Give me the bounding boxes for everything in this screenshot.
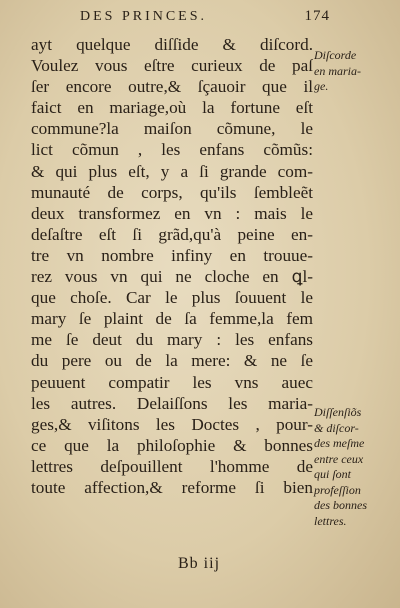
text-line: & qui plus eſt, y a ſi grande com- <box>31 161 313 181</box>
text-line: faict en mariage,où la fortune eſt <box>31 98 313 118</box>
text-line: rez vous vn qui ne cloche en ꝗl- <box>31 267 313 287</box>
text-line: peuuent compatir les vns auec <box>31 372 313 392</box>
text-line: deux transformez en vn : mais le <box>31 203 313 223</box>
running-head-title: DES PRINCES. <box>80 9 208 24</box>
text-line: tre vn nombre infiny en trouue- <box>31 245 313 265</box>
margin-note-line: lettres. <box>314 513 347 528</box>
text-line: ayt quelque diſſide & diſcord. <box>31 35 313 54</box>
body-text <box>31 34 313 498</box>
margin-note-line: qui ſont <box>314 467 352 481</box>
text-line: Voulez vous eſtre curieux de paſ <box>31 56 313 76</box>
text-line: ce que la philoſophie & bonnes <box>31 435 313 455</box>
margin-note-line: entre ceux <box>314 451 364 466</box>
signature-mark: Bb iij <box>178 555 221 572</box>
margin-note-line: des bonnes <box>314 498 367 512</box>
text-line: commune?la maiſon cõmune, le <box>31 119 313 139</box>
text-line: les autres. Delaiſſons les maria- <box>31 393 313 413</box>
text-line: lict cõmun , les enfans cõmũs: <box>31 140 313 160</box>
text-line: mary ſe plaint de ſa femme,la fem <box>31 309 313 329</box>
text-line: toute affection,& reforme ſi bien <box>31 477 313 497</box>
margin-note-line: ge. <box>314 79 329 93</box>
text-line: deſaſtre eſt ſi grãd,qu'à peine en- <box>31 224 313 244</box>
margin-note-line: Diſſenſiõs <box>314 405 362 419</box>
text-line: me ſe deut du mary : les enfans <box>31 330 313 350</box>
page-number: 174 <box>304 8 330 24</box>
text-line: munauté de corps, qu'ils ſembleẽt <box>31 182 313 202</box>
margin-note-line: Diſcorde <box>314 48 357 62</box>
text-line: ges,& viſitons les Doctes , pour- <box>31 414 313 434</box>
margin-note-dissension <box>314 405 398 529</box>
text-line: du pere ou de la mere: & ne ſe <box>31 351 313 371</box>
margin-note-discord <box>314 48 398 95</box>
text-line: lettres deſpouillent l'homme de <box>31 456 313 476</box>
margin-note-line: en maria- <box>314 63 361 78</box>
running-head <box>80 8 330 25</box>
margin-note-line: & diſcor- <box>314 420 359 435</box>
margin-note-line: profeſſion <box>314 482 361 497</box>
text-line: que choſe. Car le plus ſouuent le <box>31 288 313 308</box>
text-line: ſer encore outre,& ſçauoir que il <box>31 77 313 97</box>
margin-note-line: des meſme <box>314 436 365 450</box>
